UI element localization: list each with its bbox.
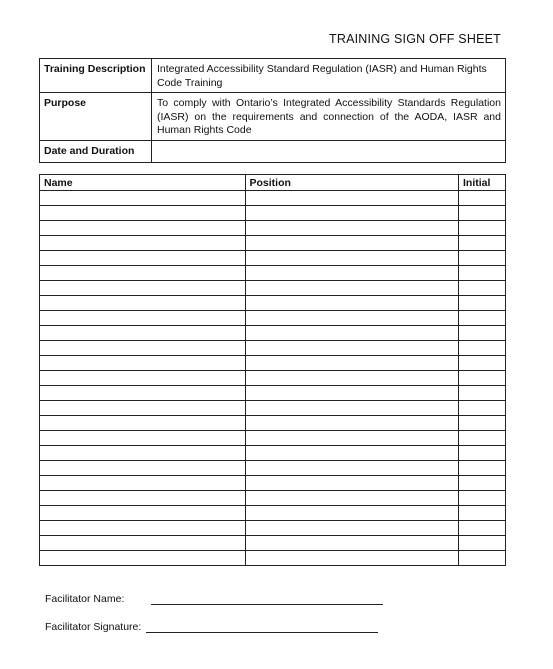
table-row — [40, 281, 506, 296]
initial-cell[interactable] — [459, 416, 506, 431]
info-label: Date and Duration — [40, 140, 152, 163]
table-row — [40, 446, 506, 461]
sign-off-rows — [40, 191, 506, 566]
table-row — [40, 341, 506, 356]
name-cell[interactable] — [40, 191, 246, 206]
position-cell[interactable] — [245, 341, 459, 356]
initial-cell[interactable] — [459, 341, 506, 356]
initial-cell[interactable] — [459, 386, 506, 401]
table-row — [40, 311, 506, 326]
position-cell[interactable] — [245, 281, 459, 296]
position-cell[interactable] — [245, 401, 459, 416]
name-cell[interactable] — [40, 461, 246, 476]
position-cell[interactable] — [245, 491, 459, 506]
name-cell[interactable] — [40, 356, 246, 371]
name-cell[interactable] — [40, 521, 246, 536]
sign-off-header-row — [40, 175, 506, 191]
column-header-initial: Initial — [459, 175, 506, 191]
initial-cell[interactable] — [459, 461, 506, 476]
position-cell[interactable] — [245, 191, 459, 206]
initial-cell[interactable] — [459, 446, 506, 461]
initial-cell[interactable] — [459, 191, 506, 206]
position-cell[interactable] — [245, 311, 459, 326]
name-cell[interactable] — [40, 341, 246, 356]
position-cell[interactable] — [245, 251, 459, 266]
position-cell[interactable] — [245, 506, 459, 521]
initial-cell[interactable] — [459, 251, 506, 266]
initial-cell[interactable] — [459, 206, 506, 221]
name-cell[interactable] — [40, 221, 246, 236]
position-cell[interactable] — [245, 206, 459, 221]
name-cell[interactable] — [40, 326, 246, 341]
name-cell[interactable] — [40, 251, 246, 266]
initial-cell[interactable] — [459, 521, 506, 536]
table-row — [40, 236, 506, 251]
table-row — [40, 191, 506, 206]
table-row — [40, 461, 506, 476]
initial-cell[interactable] — [459, 281, 506, 296]
name-cell[interactable] — [40, 386, 246, 401]
info-row-purpose — [40, 93, 506, 141]
name-cell[interactable] — [40, 281, 246, 296]
initial-cell[interactable] — [459, 371, 506, 386]
name-cell[interactable] — [40, 551, 246, 566]
info-value: To comply with Ontario’s Integrated Accessibility Standards Regulation (IASR) on the requirements and connection of the AODA, IASR and Human Rights Code — [152, 93, 506, 141]
table-row — [40, 416, 506, 431]
facilitator-name-label: Facilitator Name: — [45, 593, 125, 605]
table-row — [40, 221, 506, 236]
position-cell[interactable] — [245, 326, 459, 341]
initial-cell[interactable] — [459, 311, 506, 326]
position-cell[interactable] — [245, 476, 459, 491]
facilitator-signature-row — [45, 621, 378, 633]
position-cell[interactable] — [245, 461, 459, 476]
name-cell[interactable] — [40, 491, 246, 506]
facilitator-name-line[interactable] — [151, 604, 383, 605]
table-row — [40, 266, 506, 281]
position-cell[interactable] — [245, 386, 459, 401]
position-cell[interactable] — [245, 266, 459, 281]
position-cell[interactable] — [245, 446, 459, 461]
name-cell[interactable] — [40, 266, 246, 281]
table-row — [40, 206, 506, 221]
name-cell[interactable] — [40, 536, 246, 551]
position-cell[interactable] — [245, 371, 459, 386]
table-row — [40, 251, 506, 266]
facilitator-signature-line[interactable] — [146, 632, 378, 633]
initial-cell[interactable] — [459, 401, 506, 416]
facilitator-name-row — [45, 593, 383, 605]
position-cell[interactable] — [245, 416, 459, 431]
position-cell[interactable] — [245, 356, 459, 371]
sign-off-table — [39, 174, 506, 566]
name-cell[interactable] — [40, 446, 246, 461]
name-cell[interactable] — [40, 371, 246, 386]
table-row — [40, 356, 506, 371]
initial-cell[interactable] — [459, 476, 506, 491]
column-header-name: Name — [40, 175, 246, 191]
table-row — [40, 521, 506, 536]
info-row-description — [40, 59, 506, 93]
position-cell[interactable] — [245, 221, 459, 236]
initial-cell[interactable] — [459, 296, 506, 311]
table-row — [40, 431, 506, 446]
position-cell[interactable] — [245, 236, 459, 251]
training-info-table — [39, 58, 506, 163]
name-cell[interactable] — [40, 431, 246, 446]
table-row — [40, 296, 506, 311]
initial-cell[interactable] — [459, 236, 506, 251]
initial-cell[interactable] — [459, 221, 506, 236]
initial-cell[interactable] — [459, 491, 506, 506]
initial-cell[interactable] — [459, 506, 506, 521]
name-cell[interactable] — [40, 206, 246, 221]
position-cell[interactable] — [245, 536, 459, 551]
table-row — [40, 386, 506, 401]
table-row — [40, 401, 506, 416]
initial-cell[interactable] — [459, 356, 506, 371]
column-header-position: Position — [245, 175, 459, 191]
info-value: Integrated Accessibility Standard Regulation (IASR) and Human Rights Code Training — [152, 59, 506, 93]
info-label: Training Description — [40, 59, 152, 93]
name-cell[interactable] — [40, 311, 246, 326]
name-cell[interactable] — [40, 236, 246, 251]
name-cell[interactable] — [40, 401, 246, 416]
name-cell[interactable] — [40, 296, 246, 311]
initial-cell[interactable] — [459, 431, 506, 446]
page-title: TRAINING SIGN OFF SHEET — [329, 32, 501, 46]
initial-cell[interactable] — [459, 326, 506, 341]
table-row — [40, 491, 506, 506]
name-cell[interactable] — [40, 416, 246, 431]
table-row — [40, 476, 506, 491]
initial-cell[interactable] — [459, 551, 506, 566]
date-duration-field[interactable] — [152, 140, 506, 163]
initial-cell[interactable] — [459, 266, 506, 281]
initial-cell[interactable] — [459, 536, 506, 551]
table-row — [40, 536, 506, 551]
table-row — [40, 506, 506, 521]
table-row — [40, 371, 506, 386]
info-label: Purpose — [40, 93, 152, 141]
position-cell[interactable] — [245, 296, 459, 311]
info-row-date-duration — [40, 140, 506, 163]
position-cell[interactable] — [245, 431, 459, 446]
position-cell[interactable] — [245, 521, 459, 536]
name-cell[interactable] — [40, 476, 246, 491]
facilitator-signature-label: Facilitator Signature: — [45, 621, 142, 633]
table-row — [40, 551, 506, 566]
table-row — [40, 326, 506, 341]
position-cell[interactable] — [245, 551, 459, 566]
name-cell[interactable] — [40, 506, 246, 521]
